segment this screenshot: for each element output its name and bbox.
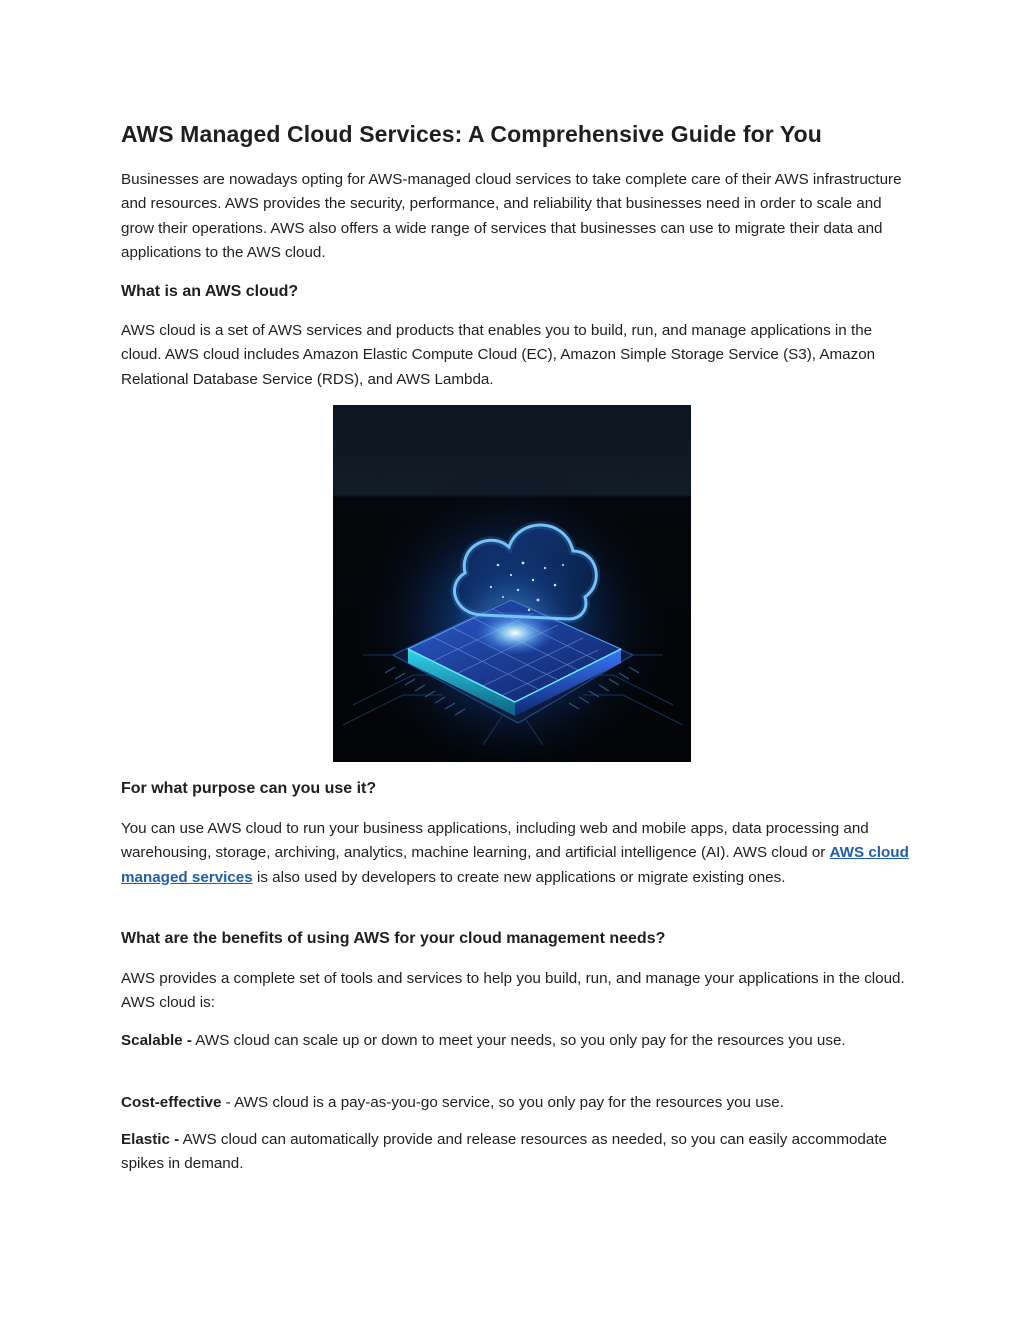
purpose-text-after-link: is also used by developers to create new applications or migrate existing ones.	[252, 868, 786, 886]
aws-cloud-managed-services-link[interactable]: AWS cloud managed services	[121, 844, 909, 886]
section-body-what-is-aws: AWS cloud is a set of AWS services and products that enables you to build, run, and manage applications in the cloud. AWS cloud includes Amazon Elastic Compute Cloud (EC), Amazon Simple Storage Service (S3), Amazon Relational Database Service (RDS), and AWS Lambda.	[121, 322, 876, 388]
benefit-text: AWS cloud can scale up or down to meet your needs, so you only pay for the resources you use.	[191, 1032, 846, 1049]
benefit-term: Elastic -	[121, 1131, 180, 1148]
benefit-text: AWS cloud can automatically provide and release resources as needed, so you can easily accommodate spikes in demand.	[121, 1131, 887, 1173]
section-heading-purpose: For what purpose can you use it?	[121, 780, 377, 797]
section-body-purpose	[121, 817, 911, 890]
benefit-term: Cost-effective	[121, 1094, 222, 1111]
document-title: AWS Managed Cloud Services: A Comprehensive Guide for You	[121, 121, 822, 147]
cloud-chip-image	[333, 405, 691, 762]
intro-paragraph: Businesses are nowadays opting for AWS-managed cloud services to take complete care of their AWS infrastructure and resources. AWS provides the security, performance, and reliability that businesses need in order to scale and grow their operations. AWS also offers a wide range of services that businesses can use to migrate their data and applications to the AWS cloud.	[121, 171, 902, 261]
section-body-benefits: AWS provides a complete set of tools and services to help you build, run, and manage your applications in the cloud. AWS cloud is:	[121, 970, 905, 1012]
benefit-item-cost-effective	[121, 1091, 911, 1115]
section-heading-benefits: What are the benefits of using AWS for your cloud management needs?	[121, 930, 666, 947]
cloud-on-chip-illustration-icon	[333, 405, 691, 762]
benefit-term: Scalable -	[121, 1032, 192, 1049]
benefit-text: - AWS cloud is a pay-as-you-go service, so you only pay for the resources you use.	[221, 1094, 784, 1111]
purpose-text-before-link: You can use AWS cloud to run your business applications, including web and mobile apps, data processing and warehousing, storage, archiving, analytics, machine learning, and artificial intelligence (AI). AWS cloud or	[121, 820, 869, 862]
section-heading-what-is-aws: What is an AWS cloud?	[121, 283, 299, 300]
benefit-item-scalable	[121, 1029, 911, 1053]
benefit-item-elastic	[121, 1128, 911, 1177]
